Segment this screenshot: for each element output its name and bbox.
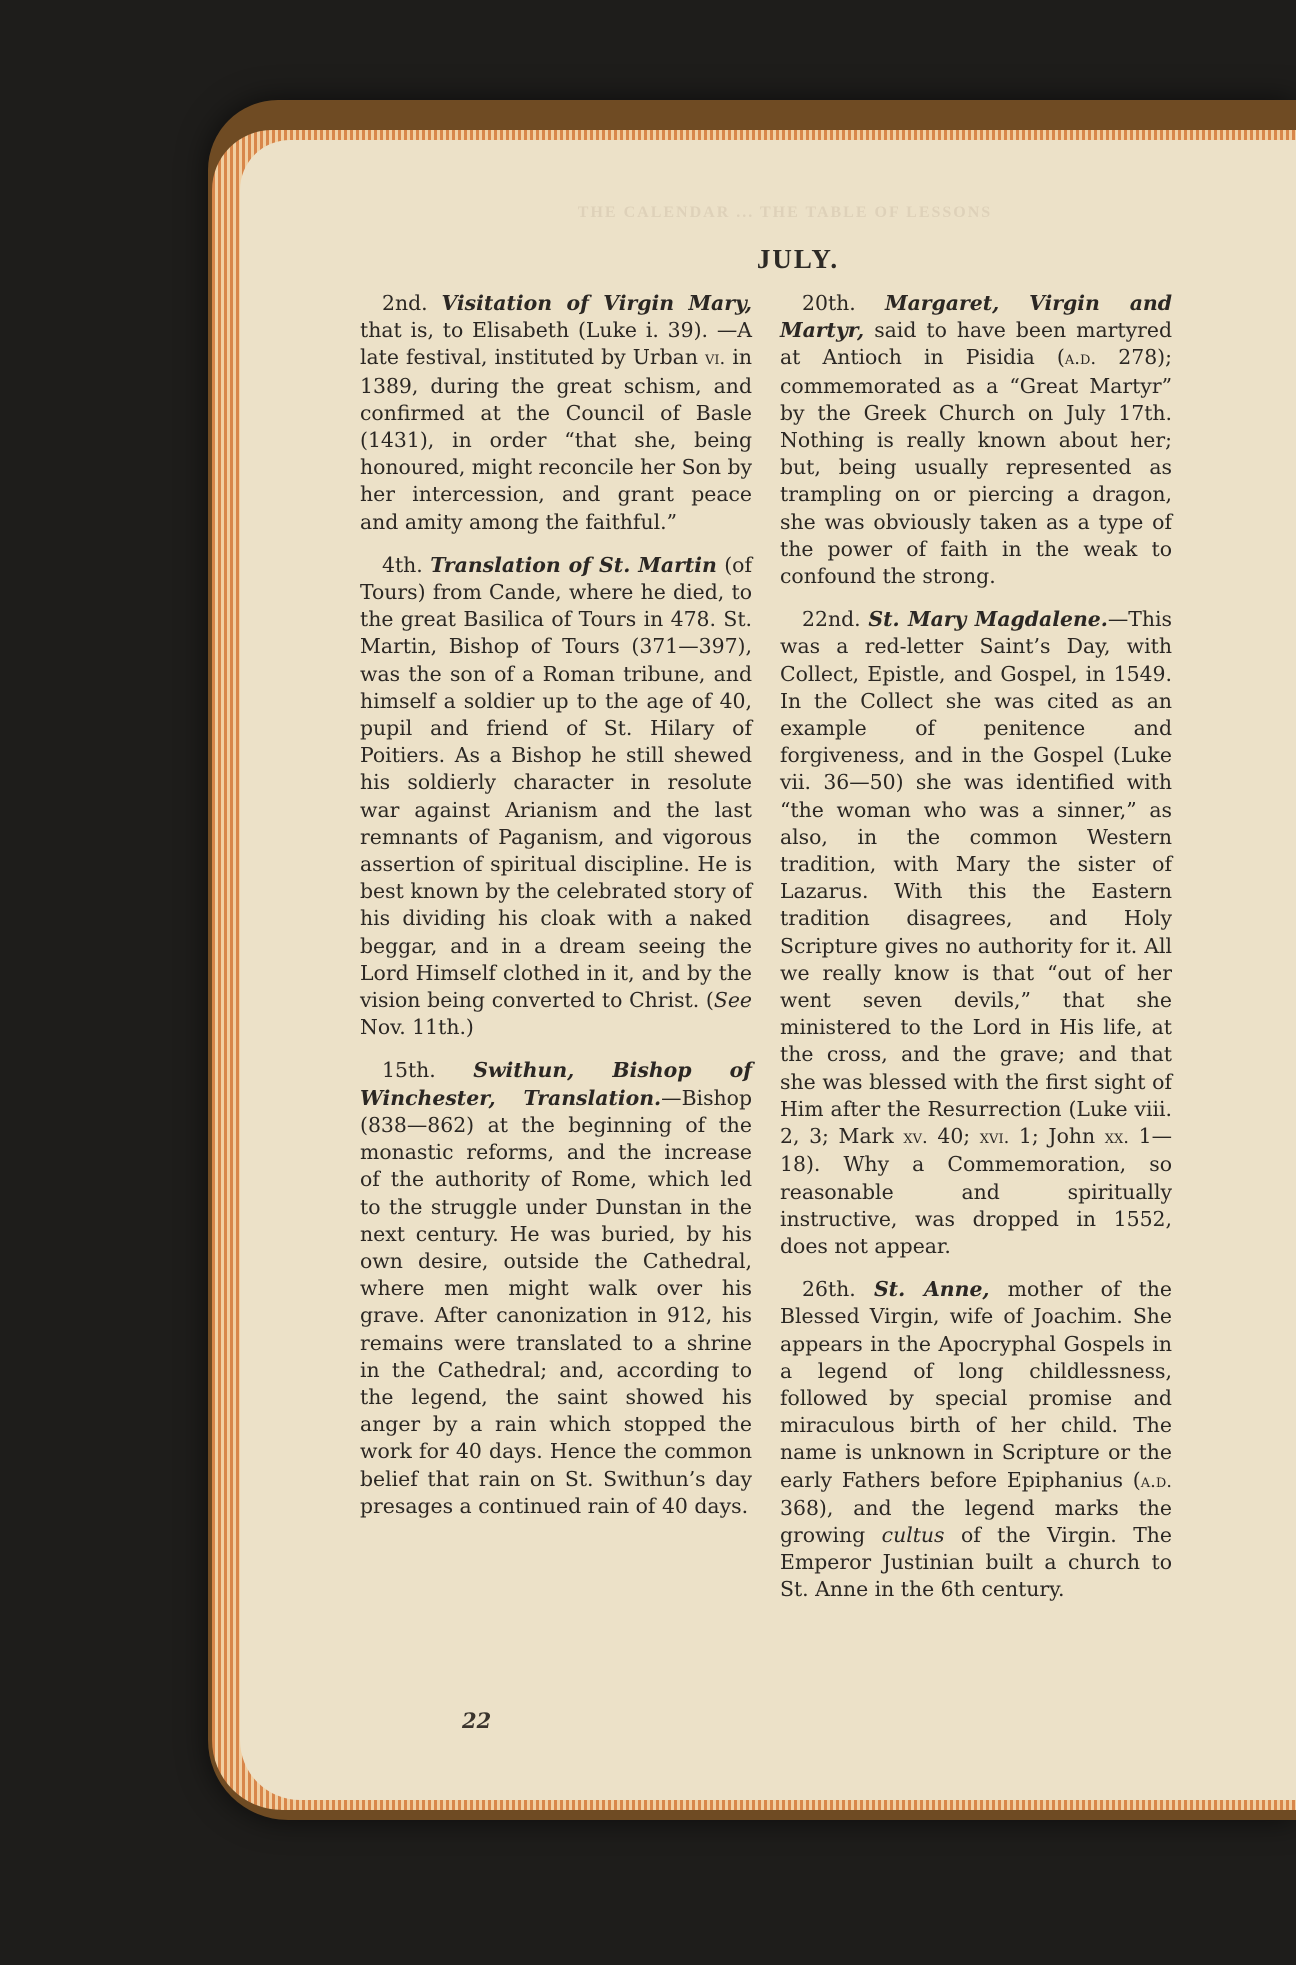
- entry-date: 2nd.: [382, 291, 428, 315]
- left-column: [360, 290, 752, 1520]
- entry-margaret: [780, 290, 1172, 590]
- chapter-numeral: xx.: [1104, 1127, 1129, 1149]
- chapter-numeral: xv.: [903, 1127, 928, 1149]
- bleed-through-text: THE CALENDAR ... THE TABLE OF LESSONS: [577, 204, 993, 221]
- entry-text: said to have been martyred at Antioch in Pisidia (: [780, 318, 1172, 370]
- entry-text: 40;: [927, 1124, 980, 1149]
- chapter-numeral: xvi.: [979, 1127, 1010, 1149]
- era-abbrev: a.d.: [1064, 348, 1097, 370]
- entry-heading: St. Anne,: [873, 1277, 990, 1302]
- entry-text: of the Virgin. The Emperor Justinian built a church to St. Anne in the 6th century.: [780, 1522, 1172, 1602]
- entry-martin: [360, 552, 752, 1042]
- running-head: JULY.: [756, 244, 840, 274]
- entry-text: 1—18). Why a Commemoration, so reasonable and spiritually instructive, was dropped in 1552, does not appear.: [780, 1124, 1172, 1258]
- entry-heading: Translation of St. Martin: [430, 552, 717, 577]
- entry-magdalene: [780, 606, 1172, 1260]
- regnal-number: vi.: [705, 348, 726, 370]
- entry-visitation: [360, 290, 752, 536]
- era-abbrev: a.d.: [1140, 1470, 1172, 1492]
- entry-text: —Bishop (838—862) at the beginning of the monastic reforms, and the increase of the authority of Rome, which led to the struggle under Dunstan in the next century. He was buried, by his own desire, outside the Cathedral, where men might walk over his grave. After canonization in 912, his remains were translated to a shrine in the Cathedral; and, according to the legend, the saint showed his anger by a rain which stopped the work for 40 days. Hence the common belief that rain on St. Swithun’s day presages a continued rain of 40 days.: [360, 1085, 752, 1518]
- entry-heading: St. Mary Magdalene.: [868, 607, 1108, 632]
- entry-text: 1; John: [1009, 1124, 1105, 1149]
- entry-text: in 1389, during the great schism, and confirmed at the Council of Basle (1431), in order “that she, being honoured, might reconcile her Son by her intercession, and grant peace and amity among the faithful.”: [360, 345, 753, 534]
- entry-heading: Margaret, Virgin and Martyr,: [780, 291, 1172, 343]
- entry-date: 22nd.: [802, 607, 861, 632]
- latin-term: cultus: [881, 1522, 945, 1547]
- entry-heading: Swithun, Bishop of Winchester, Translation.: [360, 1058, 753, 1110]
- entry-date: 20th.: [802, 291, 856, 315]
- entry-text: mother of the Blessed Virgin, wife of Joachim. She appears in the Apocryphal Gospels in a legend of long childlessness, followed by special promise and miraculous birth of her child. The name is unknown in Scripture or the early Fathers before Epiphanius (: [780, 1277, 1172, 1492]
- entry-anne: [780, 1276, 1172, 1603]
- entry-date: 4th.: [382, 552, 423, 577]
- cross-reference: See: [713, 988, 752, 1013]
- entry-text: 278); commemorated as a “Great Martyr” by the Greek Church on July 17th. Nothing is really known about her; but, being usually represented as trampling on or piercing a dragon, she was obviously taken as a type of the power of faith in the weak to confound the strong.: [780, 345, 1173, 589]
- entry-text: that is, to Elisabeth (Luke i. 39). —A late festival, instituted by Urban: [360, 318, 752, 370]
- entry-date: 15th.: [382, 1058, 436, 1083]
- page-number: 22: [462, 1708, 492, 1733]
- entry-text: (of Tours) from Cande, where he died, to the great Basilica of Tours in 478. St. Martin, Bishop of Tours (371—397), was the son of a Roman tribune, and himself a soldier up to the age of 40, pupil and friend of St. Hilary of Poitiers. As a Bishop he still shewed his soldierly character in resolute war against Arianism and the last remnants of Paganism, and vigorous assertion of spiritual discipline. He is best known by the celebrated story of his dividing his cloak with a naked beggar, and in a dream seeing the Lord Himself clothed in it, and by the vision being converted to Christ. (: [360, 552, 752, 1013]
- entry-text: —This was a red-letter Saint’s Day, with Collect, Epistle, and Gospel, in 1549. In the Collect she was cited as an example of penitence and forgiveness, and in the Gospel (Luke vii. 36—50) she was identified with “the woman who was a sinner,” as also, in the common Western tradition, with Mary the sister of Lazarus. With this the Eastern tradition disagrees, and Holy Scripture gives no authority for it. All we really know is that “out of her went seven devils,” that she ministered to the Lord in His life, at the cross, and the grave; and that she was blessed with the first sight of Him after the Resurrection (Luke viii. 2, 3; Mark: [780, 607, 1172, 1149]
- right-column: [780, 290, 1172, 1604]
- entry-heading: Visitation of Virgin Mary,: [441, 291, 752, 315]
- entry-date: 26th.: [802, 1277, 856, 1302]
- entry-text: 368), and the legend marks the growing: [780, 1495, 1172, 1547]
- entry-swithun: [360, 1057, 752, 1519]
- entry-text: Nov. 11th.): [360, 1015, 474, 1040]
- book-page: [240, 140, 1296, 1800]
